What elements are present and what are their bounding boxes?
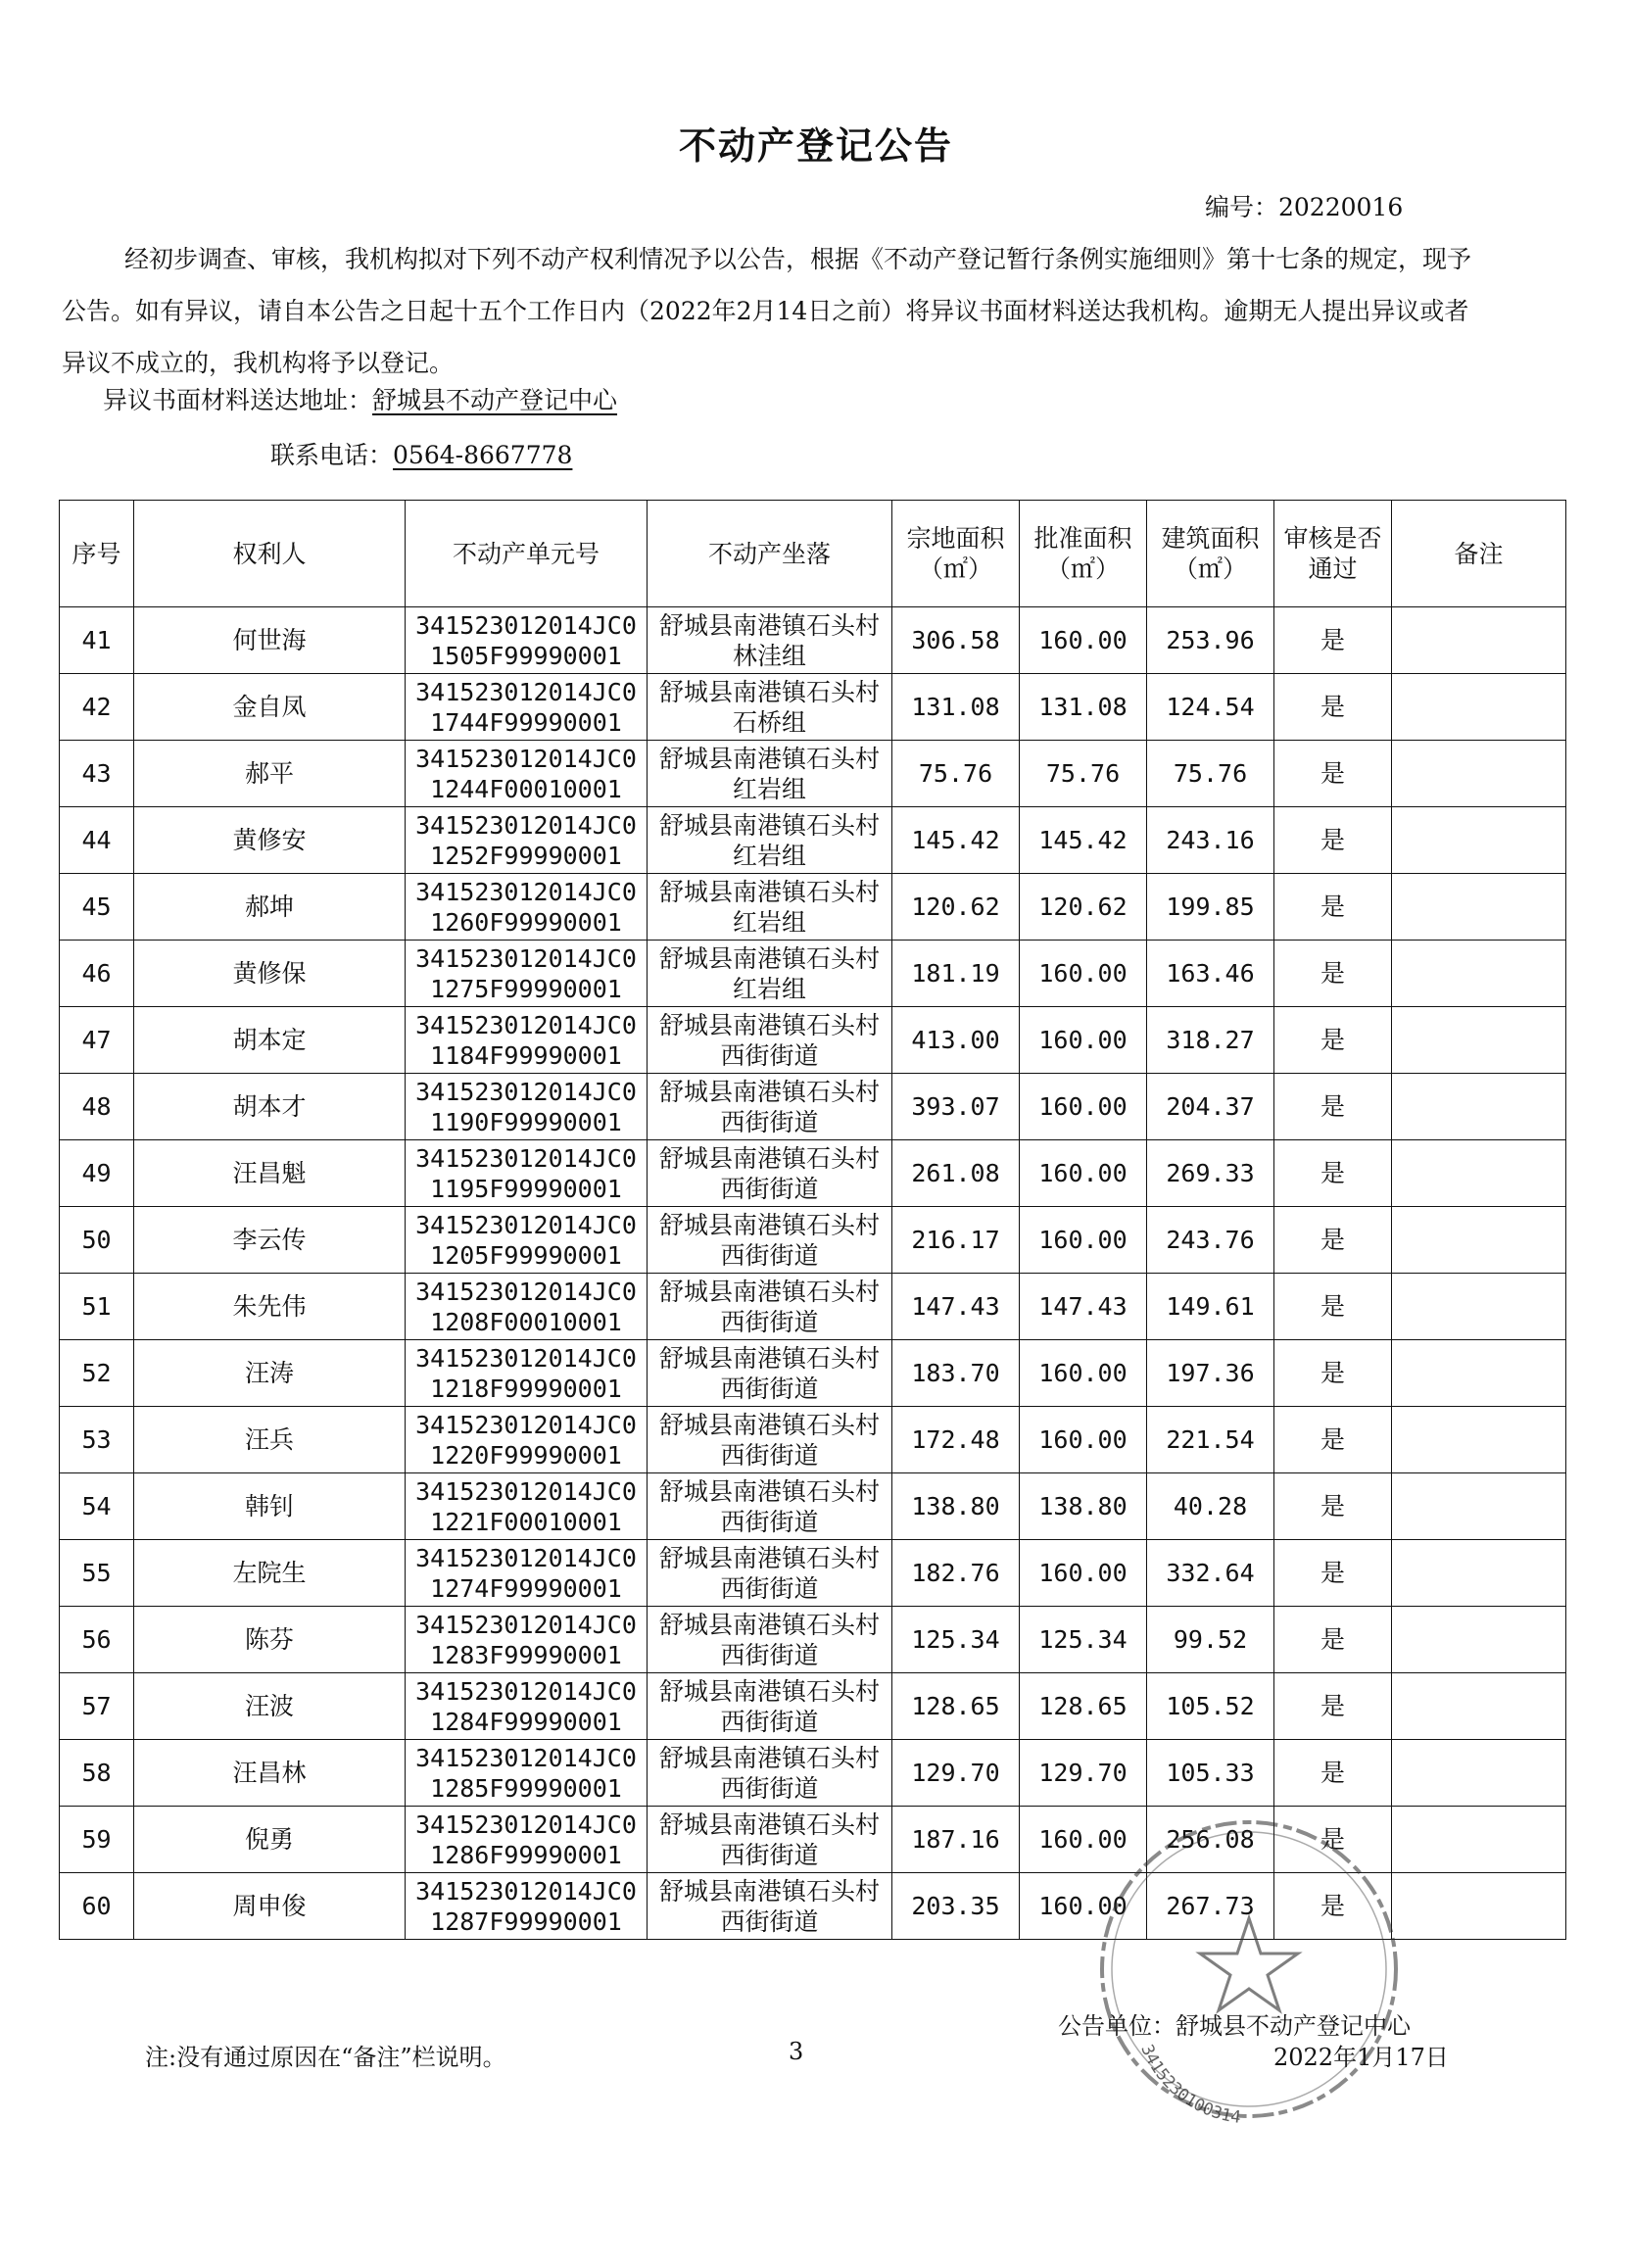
cell-seq: 47 (60, 1007, 134, 1074)
header-land-area: 宗地面积 （㎡） (892, 501, 1020, 607)
cell-owner: 何世海 (134, 607, 406, 674)
cell-approved-area: 125.34 (1020, 1607, 1147, 1673)
cell-passed: 是 (1274, 1207, 1392, 1274)
objection-address (103, 381, 617, 416)
cell-location: 舒城县南港镇石头村西街街道 (648, 1340, 892, 1407)
cell-owner: 汪波 (134, 1673, 406, 1740)
cell-approved-area: 160.00 (1020, 607, 1147, 674)
cell-remark (1392, 741, 1566, 807)
cell-unit-no: 341523012014JC01252F99990001 (406, 807, 648, 874)
cell-location: 舒城县南港镇石头村西街街道 (648, 1074, 892, 1140)
cell-seq: 46 (60, 941, 134, 1007)
header-unit-no: 不动产单元号 (406, 501, 648, 607)
cell-unit-no: 341523012014JC01505F99990001 (406, 607, 648, 674)
cell-passed: 是 (1274, 607, 1392, 674)
cell-land-area: 306.58 (892, 607, 1020, 674)
cell-building-area: 204.37 (1147, 1074, 1274, 1140)
cell-seq: 52 (60, 1340, 134, 1407)
table-row (60, 1740, 1566, 1807)
cell-owner: 韩钊 (134, 1473, 406, 1540)
cell-land-area: 172.48 (892, 1407, 1020, 1473)
cell-location: 舒城县南港镇石头村林洼组 (648, 607, 892, 674)
cell-building-area: 199.85 (1147, 874, 1274, 941)
cell-owner: 汪涛 (134, 1340, 406, 1407)
cell-land-area: 181.19 (892, 941, 1020, 1007)
cell-building-area: 243.16 (1147, 807, 1274, 874)
header-remark: 备注 (1392, 501, 1566, 607)
cell-seq: 43 (60, 741, 134, 807)
cell-remark (1392, 1407, 1566, 1473)
cell-unit-no: 341523012014JC01184F99990001 (406, 1007, 648, 1074)
table-row (60, 1473, 1566, 1540)
cell-unit-no: 341523012014JC01274F99990001 (406, 1540, 648, 1607)
address-label: 异议书面材料送达地址： (103, 386, 373, 414)
cell-approved-area: 160.00 (1020, 941, 1147, 1007)
cell-approved-area: 75.76 (1020, 741, 1147, 807)
table-row (60, 941, 1566, 1007)
cell-approved-area: 131.08 (1020, 674, 1147, 741)
cell-approved-area: 147.43 (1020, 1274, 1147, 1340)
cell-approved-area: 160.00 (1020, 1207, 1147, 1274)
cell-approved-area: 160.00 (1020, 1873, 1147, 1940)
cell-unit-no: 341523012014JC01286F99990001 (406, 1807, 648, 1873)
header-approved-area: 批准面积 （㎡） (1020, 501, 1147, 607)
cell-remark (1392, 874, 1566, 941)
cell-building-area: 99.52 (1147, 1607, 1274, 1673)
cell-passed: 是 (1274, 1140, 1392, 1207)
cell-unit-no: 341523012014JC01744F99990001 (406, 674, 648, 741)
cell-building-area: 40.28 (1147, 1473, 1274, 1540)
header-location: 不动产坐落 (648, 501, 892, 607)
cell-owner: 倪勇 (134, 1807, 406, 1873)
phone-value: 0564-8667778 (393, 441, 573, 469)
cell-passed: 是 (1274, 1607, 1392, 1673)
cell-location: 舒城县南港镇石头村西街街道 (648, 1407, 892, 1473)
cell-land-area: 182.76 (892, 1540, 1020, 1607)
document-number: 编号：20220016 (1205, 193, 1404, 221)
cell-unit-no: 341523012014JC01275F99990001 (406, 941, 648, 1007)
cell-owner: 金自凤 (134, 674, 406, 741)
cell-passed: 是 (1274, 1407, 1392, 1473)
cell-approved-area: 160.00 (1020, 1407, 1147, 1473)
cell-seq: 59 (60, 1807, 134, 1873)
cell-seq: 56 (60, 1607, 134, 1673)
cell-seq: 50 (60, 1207, 134, 1274)
cell-passed: 是 (1274, 1340, 1392, 1407)
official-seal-stamp (1082, 1803, 1416, 2136)
cell-owner: 郝平 (134, 741, 406, 807)
cell-building-area: 197.36 (1147, 1340, 1274, 1407)
cell-building-area: 163.46 (1147, 941, 1274, 1007)
cell-location: 舒城县南港镇石头村西街街道 (648, 1473, 892, 1540)
cell-passed: 是 (1274, 1807, 1392, 1873)
cell-passed: 是 (1274, 1873, 1392, 1940)
cell-land-area: 393.07 (892, 1074, 1020, 1140)
cell-approved-area: 160.00 (1020, 1340, 1147, 1407)
cell-location: 舒城县南港镇石头村红岩组 (648, 941, 892, 1007)
cell-passed: 是 (1274, 1473, 1392, 1540)
cell-remark (1392, 1140, 1566, 1207)
table-row (60, 1673, 1566, 1740)
cell-approved-area: 120.62 (1020, 874, 1147, 941)
table-row (60, 1074, 1566, 1140)
cell-passed: 是 (1274, 1274, 1392, 1340)
table-row (60, 607, 1566, 674)
cell-unit-no: 341523012014JC01190F99990001 (406, 1074, 648, 1140)
cell-passed: 是 (1274, 1673, 1392, 1740)
cell-approved-area: 129.70 (1020, 1740, 1147, 1807)
cell-location: 舒城县南港镇石头村西街街道 (648, 1673, 892, 1740)
cell-location: 舒城县南港镇石头村红岩组 (648, 874, 892, 941)
header-passed: 审核是否 通过 (1274, 501, 1392, 607)
cell-owner: 朱先伟 (134, 1274, 406, 1340)
cell-remark (1392, 1807, 1566, 1873)
cell-unit-no: 341523012014JC01283F99990001 (406, 1607, 648, 1673)
intro-text: 经初步调查、审核，我机构拟对下列不动产权利情况予以公告，根据《不动产登记暂行条例实施细则》第十七条的规定，现予公告。如有异议，请自本公告之日起十五个工作日内（2022年2月14日之前）将异议书面材料送达我机构。逾期无人提出异议或者异议不成立的，我机构将予以登记。 (62, 245, 1472, 377)
cell-approved-area: 160.00 (1020, 1807, 1147, 1873)
cell-owner: 胡本定 (134, 1007, 406, 1074)
cell-unit-no: 341523012014JC01284F99990001 (406, 1673, 648, 1740)
cell-passed: 是 (1274, 1540, 1392, 1607)
cell-unit-no: 341523012014JC01195F99990001 (406, 1140, 648, 1207)
cell-seq: 58 (60, 1740, 134, 1807)
cell-building-area: 256.08 (1147, 1807, 1274, 1873)
issue-date: 2022年1月17日 (1273, 2044, 1449, 2071)
cell-location: 舒城县南港镇石头村西街街道 (648, 1274, 892, 1340)
header-building-area: 建筑面积 （㎡） (1147, 501, 1274, 607)
cell-remark (1392, 1007, 1566, 1074)
cell-building-area: 318.27 (1147, 1007, 1274, 1074)
table-row (60, 1607, 1566, 1673)
cell-owner: 汪昌魁 (134, 1140, 406, 1207)
cell-land-area: 147.43 (892, 1274, 1020, 1340)
cell-passed: 是 (1274, 807, 1392, 874)
cell-land-area: 216.17 (892, 1207, 1020, 1274)
cell-building-area: 269.33 (1147, 1140, 1274, 1207)
cell-owner: 黄修安 (134, 807, 406, 874)
cell-remark (1392, 607, 1566, 674)
cell-owner: 陈芬 (134, 1607, 406, 1673)
table-row (60, 1007, 1566, 1074)
table-row (60, 807, 1566, 874)
cell-location: 舒城县南港镇石头村红岩组 (648, 741, 892, 807)
cell-owner: 郝坤 (134, 874, 406, 941)
cell-unit-no: 341523012014JC01220F99990001 (406, 1407, 648, 1473)
cell-passed: 是 (1274, 674, 1392, 741)
cell-building-area: 105.52 (1147, 1673, 1274, 1740)
cell-location: 舒城县南港镇石头村红岩组 (648, 807, 892, 874)
cell-location: 舒城县南港镇石头村西街街道 (648, 1140, 892, 1207)
cell-remark (1392, 1607, 1566, 1673)
cell-remark (1392, 674, 1566, 741)
address-value: 舒城县不动产登记中心 (372, 386, 618, 414)
cell-remark (1392, 941, 1566, 1007)
cell-location: 舒城县南港镇石头村石桥组 (648, 674, 892, 741)
cell-land-area: 138.80 (892, 1473, 1020, 1540)
cell-approved-area: 160.00 (1020, 1007, 1147, 1074)
cell-location: 舒城县南港镇石头村西街街道 (648, 1740, 892, 1807)
table-row (60, 1140, 1566, 1207)
cell-land-area: 261.08 (892, 1140, 1020, 1207)
cell-approved-area: 160.00 (1020, 1074, 1147, 1140)
cell-approved-area: 145.42 (1020, 807, 1147, 874)
intro-paragraph (62, 233, 1472, 389)
table-row (60, 1407, 1566, 1473)
cell-owner: 黄修保 (134, 941, 406, 1007)
cell-passed: 是 (1274, 1007, 1392, 1074)
table-row (60, 1540, 1566, 1607)
table-header-row (60, 501, 1566, 607)
issuing-unit: 公告单位：舒城县不动产登记中心 (1058, 2012, 1411, 2040)
cell-seq: 41 (60, 607, 134, 674)
cell-building-area: 75.76 (1147, 741, 1274, 807)
table-row (60, 674, 1566, 741)
cell-approved-area: 160.00 (1020, 1540, 1147, 1607)
cell-unit-no: 341523012014JC01260F99990001 (406, 874, 648, 941)
cell-building-area: 332.64 (1147, 1540, 1274, 1607)
cell-passed: 是 (1274, 874, 1392, 941)
cell-land-area: 75.76 (892, 741, 1020, 807)
cell-building-area: 243.76 (1147, 1207, 1274, 1274)
phone-label: 联系电话： (270, 441, 394, 469)
cell-remark (1392, 1207, 1566, 1274)
cell-owner: 胡本才 (134, 1074, 406, 1140)
cell-remark (1392, 807, 1566, 874)
cell-land-area: 203.35 (892, 1873, 1020, 1940)
cell-land-area: 183.70 (892, 1340, 1020, 1407)
cell-approved-area: 138.80 (1020, 1473, 1147, 1540)
registration-table (59, 500, 1566, 1940)
cell-owner: 汪兵 (134, 1407, 406, 1473)
cell-seq: 60 (60, 1873, 134, 1940)
cell-owner: 左院生 (134, 1540, 406, 1607)
cell-unit-no: 341523012014JC01208F00010001 (406, 1274, 648, 1340)
header-owner: 权利人 (134, 501, 406, 607)
cell-location: 舒城县南港镇石头村西街街道 (648, 1207, 892, 1274)
cell-remark (1392, 1540, 1566, 1607)
cell-seq: 48 (60, 1074, 134, 1140)
cell-unit-no: 341523012014JC01285F99990001 (406, 1740, 648, 1807)
cell-location: 舒城县南港镇石头村西街街道 (648, 1873, 892, 1940)
cell-building-area: 267.73 (1147, 1873, 1274, 1940)
cell-remark (1392, 1740, 1566, 1807)
cell-building-area: 149.61 (1147, 1274, 1274, 1340)
cell-location: 舒城县南港镇石头村西街街道 (648, 1607, 892, 1673)
cell-passed: 是 (1274, 1074, 1392, 1140)
cell-remark (1392, 1673, 1566, 1740)
cell-location: 舒城县南港镇石头村西街街道 (648, 1807, 892, 1873)
cell-land-area: 131.08 (892, 674, 1020, 741)
cell-land-area: 125.34 (892, 1607, 1020, 1673)
cell-owner: 李云传 (134, 1207, 406, 1274)
cell-seq: 54 (60, 1473, 134, 1540)
table-row (60, 1274, 1566, 1340)
cell-building-area: 221.54 (1147, 1407, 1274, 1473)
cell-land-area: 120.62 (892, 874, 1020, 941)
cell-land-area: 145.42 (892, 807, 1020, 874)
cell-passed: 是 (1274, 941, 1392, 1007)
table-row (60, 1207, 1566, 1274)
cell-unit-no: 341523012014JC01205F99990001 (406, 1207, 648, 1274)
cell-land-area: 187.16 (892, 1807, 1020, 1873)
cell-building-area: 105.33 (1147, 1740, 1274, 1807)
cell-seq: 42 (60, 674, 134, 741)
cell-seq: 57 (60, 1673, 134, 1740)
svg-text:3415230100314: 3415230100314 (1136, 2042, 1242, 2128)
cell-seq: 55 (60, 1540, 134, 1607)
cell-land-area: 413.00 (892, 1007, 1020, 1074)
cell-seq: 45 (60, 874, 134, 941)
cell-remark (1392, 1074, 1566, 1140)
cell-approved-area: 128.65 (1020, 1673, 1147, 1740)
cell-unit-no: 341523012014JC01221F00010001 (406, 1473, 648, 1540)
header-seq: 序号 (60, 501, 134, 607)
cell-land-area: 129.70 (892, 1740, 1020, 1807)
cell-building-area: 124.54 (1147, 674, 1274, 741)
cell-location: 舒城县南港镇石头村西街街道 (648, 1540, 892, 1607)
page-title: 不动产登记公告 (678, 123, 953, 168)
contact-phone (270, 436, 572, 471)
table-row (60, 1340, 1566, 1407)
cell-land-area: 128.65 (892, 1673, 1020, 1740)
table-row (60, 874, 1566, 941)
cell-unit-no: 341523012014JC01218F99990001 (406, 1340, 648, 1407)
cell-remark (1392, 1873, 1566, 1940)
cell-remark (1392, 1274, 1566, 1340)
cell-remark (1392, 1340, 1566, 1407)
cell-passed: 是 (1274, 1740, 1392, 1807)
cell-seq: 49 (60, 1140, 134, 1207)
cell-unit-no: 341523012014JC01287F99990001 (406, 1873, 648, 1940)
cell-building-area: 253.96 (1147, 607, 1274, 674)
cell-unit-no: 341523012014JC01244F00010001 (406, 741, 648, 807)
cell-approved-area: 160.00 (1020, 1140, 1147, 1207)
cell-seq: 51 (60, 1274, 134, 1340)
cell-owner: 周申俊 (134, 1873, 406, 1940)
cell-seq: 44 (60, 807, 134, 874)
page-number: 3 (789, 2038, 804, 2065)
cell-seq: 53 (60, 1407, 134, 1473)
cell-passed: 是 (1274, 741, 1392, 807)
table-row (60, 741, 1566, 807)
cell-owner: 汪昌林 (134, 1740, 406, 1807)
cell-remark (1392, 1473, 1566, 1540)
cell-location: 舒城县南港镇石头村西街街道 (648, 1007, 892, 1074)
footnote: 注:没有通过原因在“备注”栏说明。 (145, 2044, 506, 2071)
